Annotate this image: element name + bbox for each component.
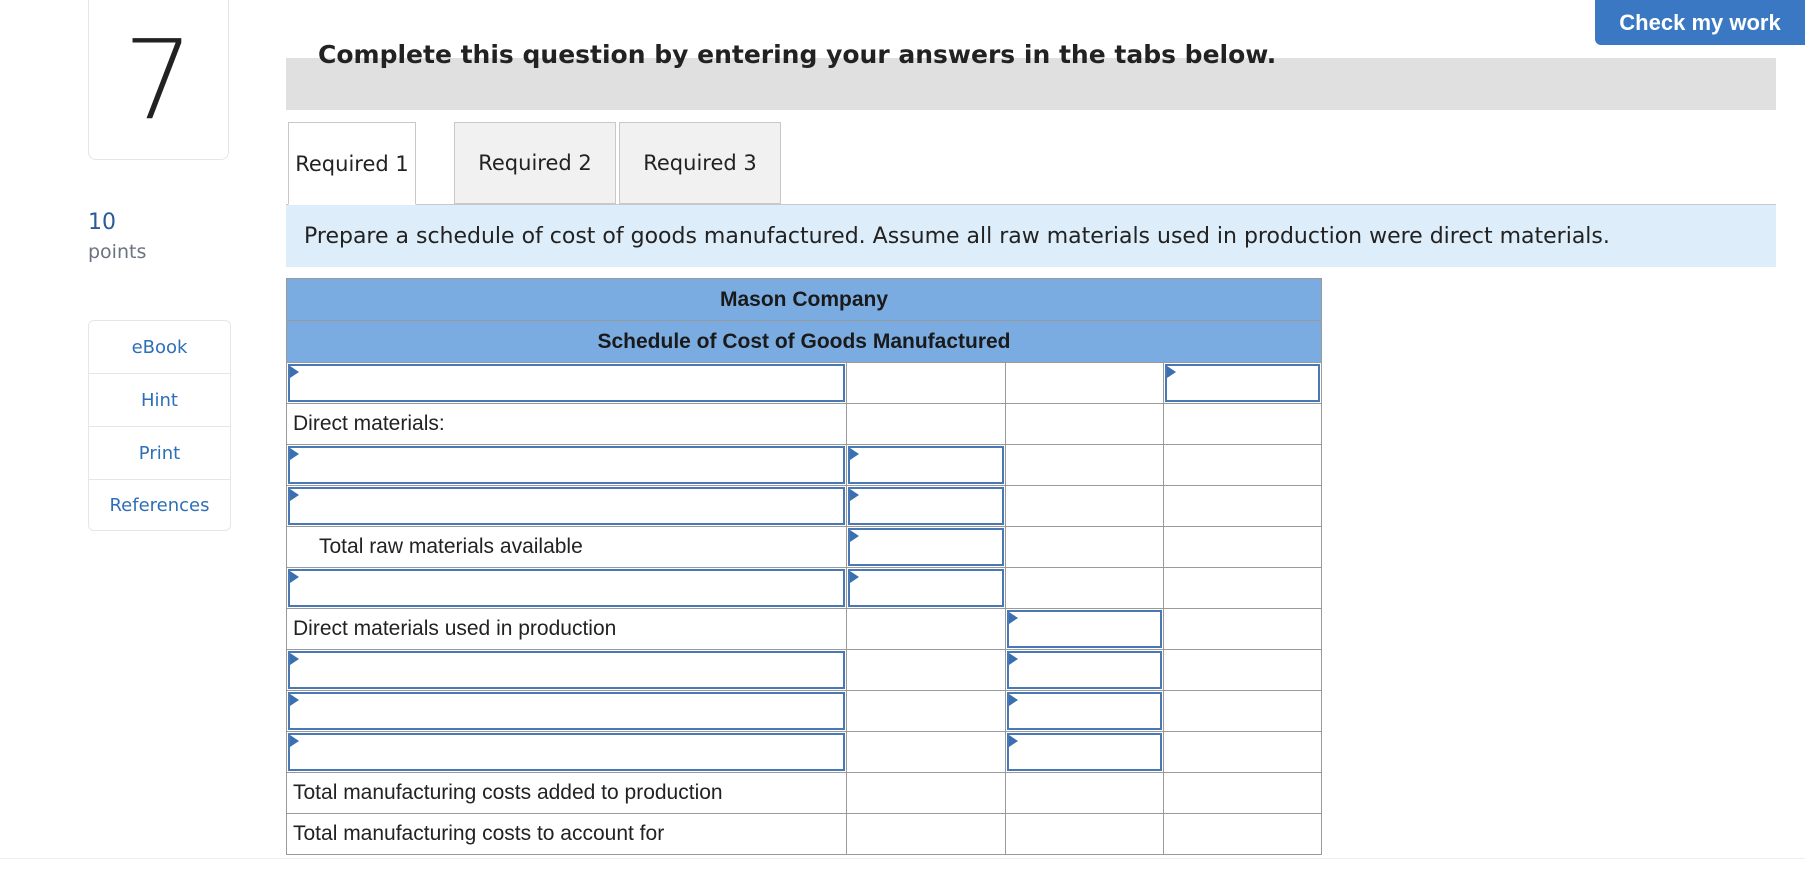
direct-materials-label: Direct materials: bbox=[287, 404, 847, 445]
table-row bbox=[287, 404, 1322, 445]
period-value-input[interactable] bbox=[1165, 364, 1320, 402]
tab-required-3[interactable]: Required 3 bbox=[619, 122, 781, 204]
table-row bbox=[287, 486, 1322, 527]
table-row bbox=[287, 527, 1322, 568]
prompt-text: Prepare a schedule of cost of goods manufactured. Assume all raw materials used in production were direct materials. bbox=[286, 205, 1776, 267]
dm-line1-amount-input[interactable] bbox=[848, 446, 1004, 484]
schedule-title: Schedule of Cost of Goods Manufactured bbox=[287, 321, 1322, 363]
cost-line2-amount-input[interactable] bbox=[1007, 692, 1162, 730]
cost-line1-amount-input[interactable] bbox=[1007, 651, 1162, 689]
resource-menu bbox=[88, 320, 231, 531]
print-link[interactable]: Print bbox=[89, 427, 230, 480]
dm-line2-label-input[interactable] bbox=[288, 487, 845, 525]
ebook-link[interactable]: eBook bbox=[89, 321, 230, 374]
total-raw-materials-input[interactable] bbox=[848, 528, 1004, 566]
table-row bbox=[287, 363, 1322, 404]
points-value: 10 bbox=[88, 210, 116, 235]
instructions-bar bbox=[286, 40, 1776, 110]
cost-line3-label-input[interactable] bbox=[288, 733, 845, 771]
table-row bbox=[287, 568, 1322, 609]
points-panel bbox=[88, 208, 146, 266]
table-row bbox=[287, 814, 1322, 855]
cost-line1-label-input[interactable] bbox=[288, 651, 845, 689]
period-label-input[interactable] bbox=[288, 364, 845, 402]
table-row bbox=[287, 609, 1322, 650]
total-raw-materials-label: Total raw materials available bbox=[287, 527, 847, 568]
cost-line2-label-input[interactable] bbox=[288, 692, 845, 730]
cost-line3-amount-input[interactable] bbox=[1007, 733, 1162, 771]
question-number: 7 bbox=[88, 0, 229, 160]
hint-link[interactable]: Hint bbox=[89, 374, 230, 427]
table-row bbox=[287, 732, 1322, 773]
dm-line3-amount-input[interactable] bbox=[848, 569, 1004, 607]
tab-required-1[interactable]: Required 1 bbox=[288, 122, 416, 205]
points-label: points bbox=[88, 241, 147, 263]
total-account-label: Total manufacturing costs to account for bbox=[287, 814, 847, 855]
company-name: Mason Company bbox=[287, 279, 1322, 321]
instructions-text: Complete this question by entering your answers in the tabs below. bbox=[318, 40, 1277, 69]
viewport-bottom-edge bbox=[0, 858, 1805, 885]
dm-line3-label-input[interactable] bbox=[288, 569, 845, 607]
schedule-table bbox=[286, 278, 1322, 855]
table-row bbox=[287, 773, 1322, 814]
references-link[interactable]: References bbox=[109, 494, 210, 516]
dm-used-input[interactable] bbox=[1007, 610, 1162, 648]
total-added-label: Total manufacturing costs added to production bbox=[287, 773, 847, 814]
table-row bbox=[287, 650, 1322, 691]
check-my-work-button[interactable]: Check my work bbox=[1595, 0, 1805, 45]
table-row bbox=[287, 691, 1322, 732]
table-row bbox=[287, 445, 1322, 486]
dm-line2-amount-input[interactable] bbox=[848, 487, 1004, 525]
dm-line1-label-input[interactable] bbox=[288, 446, 845, 484]
dm-used-label: Direct materials used in production bbox=[287, 609, 847, 650]
tab-required-2[interactable]: Required 2 bbox=[454, 122, 616, 204]
